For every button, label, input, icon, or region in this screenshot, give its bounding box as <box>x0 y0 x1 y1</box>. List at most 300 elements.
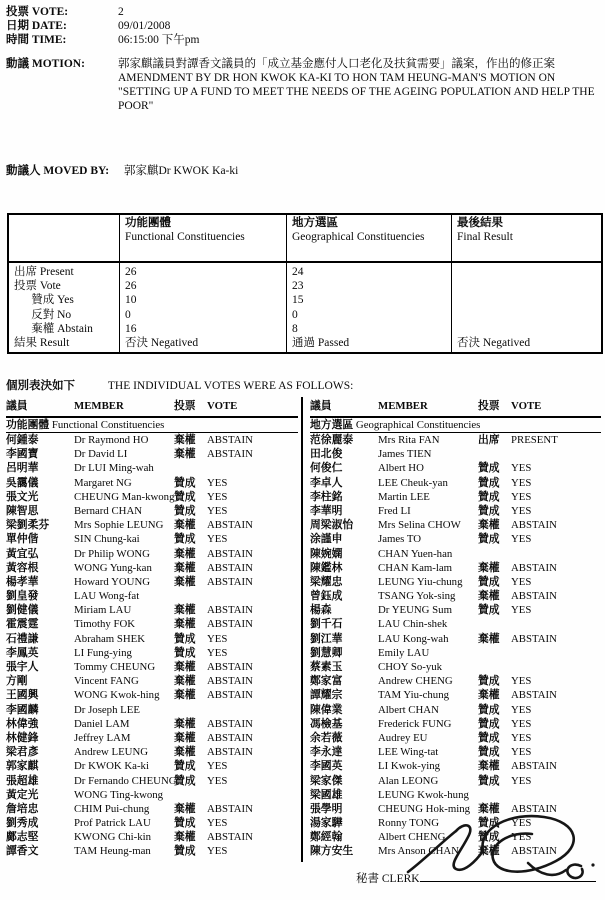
member-vote-en: ABSTAIN <box>207 618 253 631</box>
summary-row <box>9 293 601 307</box>
summary-final-value <box>451 322 601 336</box>
member-row <box>310 447 601 461</box>
member-row <box>6 603 298 617</box>
member-vote-en: ABSTAIN <box>511 802 557 815</box>
summary-row-label: 贊成 Yes <box>14 294 74 307</box>
member-row <box>310 532 601 546</box>
member-name-en: Abraham SHEK <box>74 632 146 645</box>
summary-header-row <box>9 215 601 263</box>
member-vote-zh: 棄權 <box>174 434 196 446</box>
member-row <box>6 745 298 759</box>
member-name-zh: 陳婉嫻 <box>310 547 343 560</box>
col-member-en: MEMBER <box>74 400 124 412</box>
member-name-zh: 霍震霆 <box>6 618 39 631</box>
member-name-en: Dr Joseph LEE <box>74 703 140 716</box>
member-vote-en: ABSTAIN <box>207 802 253 815</box>
member-vote-en: ABSTAIN <box>207 689 253 702</box>
member-name-en: Jeffrey LAM <box>74 731 131 744</box>
summary-header-geographical <box>286 215 451 261</box>
member-vote-en: ABSTAIN <box>511 590 557 603</box>
member-row <box>310 674 601 688</box>
member-vote-en: YES <box>511 604 532 617</box>
member-row <box>6 660 298 674</box>
member-vote-en: YES <box>207 632 228 645</box>
meta-block <box>6 5 600 47</box>
member-name-zh: 劉皇發 <box>6 590 39 603</box>
member-name-en: Martin LEE <box>378 490 430 503</box>
member-vote-en: YES <box>207 490 228 503</box>
member-name-zh: 李永達 <box>310 746 343 759</box>
member-vote-zh: 棄權 <box>174 547 196 560</box>
member-row <box>6 674 298 688</box>
member-vote-en: ABSTAIN <box>207 731 253 744</box>
member-row <box>310 703 601 717</box>
summary-final-value <box>451 279 601 293</box>
member-name-en: KWONG Chi-kin <box>74 831 152 844</box>
member-vote-zh <box>478 788 511 802</box>
motion-label: 動議 MOTION: <box>6 58 85 70</box>
summary-geographical-value: 0 <box>286 308 451 322</box>
member-vote-zh: 棄權 <box>478 689 500 702</box>
summary-table <box>7 213 603 354</box>
geographical-group-label <box>310 418 601 433</box>
member-row <box>6 816 298 830</box>
member-name-zh: 李華明 <box>310 504 343 517</box>
summary-functional-value: 26 <box>119 263 286 279</box>
member-vote-zh: 贊成 <box>478 675 500 688</box>
member-name-zh: 范徐麗泰 <box>310 434 354 446</box>
member-name-zh: 吳靄儀 <box>6 476 39 489</box>
member-row <box>310 660 601 674</box>
member-vote-en <box>207 788 298 802</box>
geographical-header-en: Geographical Constituencies <box>292 230 425 243</box>
member-vote-en: YES <box>207 760 228 773</box>
summary-final-value <box>451 293 601 307</box>
member-vote-zh: 贊成 <box>478 476 500 489</box>
summary-row-label: 棄權 Abstain <box>14 322 93 335</box>
member-row <box>6 688 298 702</box>
member-name-en: Dr Fernando CHEUNG <box>74 774 177 787</box>
member-name-zh: 郭家麒 <box>6 760 39 773</box>
functional-group-en: Functional Constituencies <box>51 419 165 431</box>
member-row <box>310 603 601 617</box>
member-vote-zh: 棄權 <box>478 802 500 815</box>
member-row <box>310 490 601 504</box>
member-name-en: LAU Chin-shek <box>378 618 448 631</box>
summary-row <box>9 308 601 322</box>
member-vote-zh <box>478 660 511 674</box>
member-vote-en: ABSTAIN <box>207 434 253 446</box>
member-name-zh: 劉健儀 <box>6 604 39 617</box>
member-row <box>310 476 601 490</box>
member-vote-zh: 贊成 <box>174 760 196 773</box>
member-row <box>310 461 601 475</box>
member-name-zh: 楊森 <box>310 604 332 617</box>
moved-by-row <box>6 164 600 178</box>
member-name-en: Tommy CHEUNG <box>74 661 156 673</box>
member-name-zh: 周梁淑怡 <box>310 519 354 532</box>
member-vote-en <box>207 589 298 603</box>
member-vote-zh: 出席 <box>478 434 500 446</box>
col-member-en: MEMBER <box>378 400 428 412</box>
member-name-zh: 梁君彥 <box>6 746 39 759</box>
member-vote-zh: 贊成 <box>174 504 196 517</box>
member-vote-en: YES <box>511 703 532 716</box>
member-name-en: Andrew CHENG <box>378 675 453 688</box>
member-vote-zh: 贊成 <box>174 533 196 546</box>
member-name-zh: 譚耀宗 <box>310 689 343 702</box>
geographical-header-zh: 地方選區 <box>292 217 338 229</box>
member-name-zh: 劉江華 <box>310 632 343 645</box>
member-vote-en: ABSTAIN <box>207 831 253 844</box>
member-name-zh: 李國麟 <box>6 703 39 716</box>
member-name-zh: 鄺志堅 <box>6 831 39 844</box>
member-vote-en: YES <box>511 504 532 517</box>
member-row <box>310 688 601 702</box>
clerk-line <box>356 869 596 886</box>
member-vote-en: YES <box>207 845 228 858</box>
summary-row <box>9 322 601 336</box>
member-name-en: LAU Wong-fat <box>74 590 140 603</box>
member-vote-zh <box>174 788 207 802</box>
summary-geographical-value: 通過 Passed <box>286 336 451 352</box>
summary-functional-value: 10 <box>119 293 286 307</box>
member-row <box>6 575 298 589</box>
member-row <box>6 774 298 788</box>
member-name-en: Andrew LEUNG <box>74 746 149 759</box>
member-vote-en: ABSTAIN <box>207 561 253 574</box>
member-name-en: Albert CHAN <box>378 703 439 716</box>
vote-number-value: 2 <box>118 6 124 18</box>
member-row <box>310 617 601 631</box>
member-vote-en: ABSTAIN <box>207 717 253 730</box>
member-row <box>6 703 298 717</box>
functional-group-label <box>6 418 298 433</box>
summary-functional-value: 26 <box>119 279 286 293</box>
member-vote-zh: 贊成 <box>174 476 196 489</box>
member-name-en: WONG Ting-kwong <box>74 788 164 801</box>
member-name-en: Mrs Sophie LEUNG <box>74 519 164 532</box>
summary-geographical-value: 24 <box>286 263 451 279</box>
member-row <box>310 745 601 759</box>
functional-column-header <box>6 397 298 418</box>
member-row <box>6 617 298 631</box>
member-name-en: LEE Cheuk-yan <box>378 476 448 489</box>
member-vote-zh: 贊成 <box>174 774 196 787</box>
member-name-en: TAM Heung-man <box>74 845 151 858</box>
member-vote-en <box>207 461 298 475</box>
clerk-signature-line <box>420 869 596 882</box>
member-name-zh: 陳智思 <box>6 504 39 517</box>
member-vote-en: ABSTAIN <box>511 845 557 858</box>
member-row <box>6 844 298 858</box>
member-vote-en <box>207 703 298 717</box>
member-vote-en: ABSTAIN <box>511 561 557 574</box>
member-name-en: TAM Yiu-chung <box>378 689 450 702</box>
member-vote-zh: 棄權 <box>174 802 196 815</box>
member-row <box>6 447 298 461</box>
member-vote-zh: 棄權 <box>174 561 196 574</box>
summary-header-blank <box>9 215 119 261</box>
summary-functional-value: 16 <box>119 322 286 336</box>
member-vote-en: YES <box>207 476 228 489</box>
member-name-en: Dr Philip WONG <box>74 547 150 560</box>
member-name-en: Timothy FOK <box>74 618 136 631</box>
member-row <box>6 532 298 546</box>
member-vote-en: PRESENT <box>511 434 558 446</box>
member-row <box>6 731 298 745</box>
member-vote-zh: 棄權 <box>174 604 196 617</box>
member-vote-en: YES <box>511 831 532 844</box>
member-name-zh: 呂明華 <box>6 462 39 475</box>
member-name-zh: 余若薇 <box>310 731 343 744</box>
member-name-zh: 詹培忠 <box>6 802 39 815</box>
member-row <box>310 774 601 788</box>
member-name-en: LEE Wing-tat <box>378 746 439 759</box>
summary-geographical-value: 8 <box>286 322 451 336</box>
member-vote-zh: 棄權 <box>174 448 196 461</box>
summary-functional-value: 0 <box>119 308 286 322</box>
member-name-zh: 方剛 <box>6 675 28 688</box>
member-name-zh: 梁耀忠 <box>310 575 343 588</box>
member-name-zh: 梁家傑 <box>310 774 343 787</box>
member-vote-zh: 贊成 <box>174 817 196 830</box>
member-name-en: Alan LEONG <box>378 774 439 787</box>
member-row <box>6 518 298 532</box>
member-name-zh: 陳鑑林 <box>310 561 343 574</box>
member-name-zh: 李國英 <box>310 760 343 773</box>
member-vote-en: YES <box>207 774 228 787</box>
member-name-zh: 黃定光 <box>6 788 39 801</box>
member-row <box>6 561 298 575</box>
summary-row-label: 結果 Result <box>14 337 70 350</box>
member-name-en: James TO <box>378 533 422 546</box>
member-vote-en: YES <box>511 746 532 759</box>
member-vote-en: YES <box>207 817 228 830</box>
member-name-en: CHOY So-yuk <box>378 661 443 673</box>
member-vote-en: YES <box>207 504 228 517</box>
col-vote-zh: 投票 <box>174 400 196 412</box>
member-name-zh: 劉千石 <box>310 618 343 631</box>
time-value: 06:15:00 下午pm <box>118 34 200 46</box>
summary-header-final <box>451 215 601 261</box>
member-row <box>6 589 298 603</box>
col-member-zh: 議員 <box>6 400 28 412</box>
member-vote-en: ABSTAIN <box>511 632 557 645</box>
member-name-en: Emily LAU <box>378 646 430 659</box>
individual-heading-en: THE INDIVIDUAL VOTES WERE AS FOLLOWS: <box>107 380 354 392</box>
member-row <box>6 461 298 475</box>
member-name-zh: 馮檢基 <box>310 717 343 730</box>
member-name-en: Audrey EU <box>378 731 428 744</box>
member-vote-zh: 贊成 <box>478 533 500 546</box>
member-vote-zh: 贊成 <box>478 490 500 503</box>
member-vote-zh: 贊成 <box>478 462 500 475</box>
clerk-label: 秘書 CLERK <box>356 873 420 885</box>
member-vote-zh: 贊成 <box>478 831 500 844</box>
member-name-en: Dr Raymond HO <box>74 434 149 446</box>
member-vote-en: ABSTAIN <box>511 760 557 773</box>
member-vote-zh: 贊成 <box>478 731 500 744</box>
col-vote-zh: 投票 <box>478 400 500 412</box>
member-name-en: Frederick FUNG <box>378 717 452 730</box>
member-name-en: Mrs Rita FAN <box>378 434 440 446</box>
summary-functional-value: 否決 Negatived <box>119 336 286 352</box>
member-name-en: CHIM Pui-chung <box>74 802 150 815</box>
motion-text-english: AMENDMENT BY DR HON KWOK KA-KI TO HON TAM HEUNG-MAN'S MOTION ON "SETTING UP A FUND TO MEET THE NEEDS OF THE AGEING POPULATION AND HELP THE POOR" <box>118 72 595 112</box>
member-row <box>310 561 601 575</box>
member-name-zh: 李國寶 <box>6 448 39 461</box>
member-name-en: SIN Chung-kai <box>74 533 140 546</box>
member-vote-zh: 棄權 <box>174 675 196 688</box>
member-vote-en: ABSTAIN <box>207 448 253 461</box>
member-name-zh: 張超雄 <box>6 774 39 787</box>
motion-row <box>6 57 600 113</box>
member-name-zh: 譚香文 <box>6 845 39 858</box>
vote-number-row <box>6 5 600 19</box>
member-vote-en: YES <box>511 774 532 787</box>
member-name-en: Dr David LI <box>74 448 128 461</box>
member-name-en: Margaret NG <box>74 476 132 489</box>
member-row <box>310 731 601 745</box>
member-vote-zh <box>478 547 511 561</box>
member-vote-en: YES <box>511 817 532 830</box>
member-name-zh: 曾鈺成 <box>310 590 343 603</box>
member-name-zh: 張學明 <box>310 802 343 815</box>
member-name-en: LEUNG Kwok-hung <box>378 788 469 801</box>
individual-heading-zh: 個別表決如下 <box>6 380 75 392</box>
geographical-column-header <box>310 397 601 418</box>
date-row <box>6 19 600 33</box>
member-vote-en <box>511 788 601 802</box>
member-name-en: Prof Patrick LAU <box>74 817 151 830</box>
member-row <box>310 717 601 731</box>
member-row <box>310 433 601 447</box>
member-vote-en: YES <box>511 533 532 546</box>
member-vote-zh: 贊成 <box>478 504 500 517</box>
member-vote-zh: 棄權 <box>478 760 500 773</box>
date-value: 09/01/2008 <box>118 20 171 32</box>
moved-by-label: 動議人 MOVED BY: <box>6 165 110 177</box>
member-name-zh: 張宇人 <box>6 661 39 673</box>
member-vote-en: YES <box>511 717 532 730</box>
member-name-en: Ronny TONG <box>378 817 440 830</box>
time-row <box>6 33 600 47</box>
member-row <box>6 717 298 731</box>
member-name-zh: 陳偉業 <box>310 703 343 716</box>
member-vote-en: ABSTAIN <box>207 746 253 759</box>
geographical-group-zh: 地方選區 <box>310 419 354 431</box>
member-vote-zh: 棄權 <box>478 845 500 858</box>
member-vote-zh: 棄權 <box>478 590 500 603</box>
member-row <box>310 575 601 589</box>
member-vote-en <box>511 660 601 674</box>
member-vote-zh: 贊成 <box>478 817 500 830</box>
member-vote-zh: 棄權 <box>478 561 500 574</box>
member-vote-zh <box>478 617 511 631</box>
member-name-en: Bernard CHAN <box>74 504 143 517</box>
summary-row-label: 反對 No <box>14 308 72 321</box>
member-name-zh: 李卓人 <box>310 476 343 489</box>
summary-geographical-value: 15 <box>286 293 451 307</box>
member-name-en: James TIEN <box>378 448 432 461</box>
summary-row-label: 出席 Present <box>14 266 74 278</box>
member-row <box>310 788 601 802</box>
member-row <box>6 433 298 447</box>
member-vote-zh <box>174 589 207 603</box>
geographical-group-en: Geographical Constituencies <box>355 419 481 431</box>
member-vote-en: YES <box>511 462 532 475</box>
member-name-en: LAU Kong-wah <box>378 632 449 645</box>
member-row <box>6 802 298 816</box>
col-vote-en: VOTE <box>207 400 238 412</box>
member-vote-zh <box>174 461 207 475</box>
member-name-zh: 張文光 <box>6 490 39 503</box>
member-vote-zh: 棄權 <box>174 731 196 744</box>
member-vote-en: YES <box>511 731 532 744</box>
member-vote-en: YES <box>511 575 532 588</box>
member-vote-zh: 棄權 <box>174 661 196 673</box>
moved-by-value: 郭家麒Dr KWOK Ka-ki <box>124 165 239 177</box>
member-name-en: Daniel LAM <box>74 717 130 730</box>
member-name-en: Miriam LAU <box>74 604 132 617</box>
time-label: 時間 TIME: <box>6 34 67 46</box>
member-name-zh: 湯家驊 <box>310 817 343 830</box>
summary-body <box>9 263 601 352</box>
member-name-en: LI Fung-ying <box>74 646 132 659</box>
individual-votes-heading <box>6 379 600 393</box>
member-vote-en: ABSTAIN <box>207 675 253 688</box>
member-name-en: CHEUNG Man-kwong <box>74 490 175 503</box>
member-vote-zh <box>478 447 511 461</box>
member-vote-zh: 贊成 <box>478 774 500 787</box>
member-name-zh: 黃容根 <box>6 561 39 574</box>
member-vote-en <box>511 547 601 561</box>
final-header-zh: 最後結果 <box>457 217 503 229</box>
functional-header-en: Functional Constituencies <box>125 230 245 243</box>
member-name-zh: 王國興 <box>6 689 39 702</box>
member-name-zh: 單仲偕 <box>6 533 39 546</box>
member-name-zh: 李鳳英 <box>6 646 39 659</box>
member-vote-zh: 棄權 <box>174 717 196 730</box>
member-row <box>310 504 601 518</box>
member-row <box>310 646 601 660</box>
member-name-en: Albert HO <box>378 462 424 475</box>
member-vote-en: ABSTAIN <box>207 604 253 617</box>
member-vote-en: YES <box>511 675 532 688</box>
member-name-zh: 劉慧卿 <box>310 646 343 659</box>
member-name-en: Mrs Selina CHOW <box>378 519 461 532</box>
member-row <box>310 547 601 561</box>
member-vote-zh: 棄權 <box>174 575 196 588</box>
geographical-member-rows <box>310 433 601 859</box>
summary-row <box>9 279 601 293</box>
summary-header-functional <box>119 215 286 261</box>
member-vote-en: ABSTAIN <box>207 575 253 588</box>
member-vote-zh: 棄權 <box>478 632 500 645</box>
member-name-en: Fred LI <box>378 504 411 517</box>
member-vote-zh: 贊成 <box>478 717 500 730</box>
geographical-column <box>301 397 601 862</box>
member-vote-zh <box>174 703 207 717</box>
summary-row-label: 投票 Vote <box>14 280 61 293</box>
functional-member-rows <box>6 433 298 859</box>
member-name-zh: 林健鋒 <box>6 731 39 744</box>
member-name-zh: 鄭家富 <box>310 675 343 688</box>
member-vote-zh: 贊成 <box>174 646 196 659</box>
vote-number-label: 投票 VOTE: <box>6 6 69 18</box>
member-name-en: Dr YEUNG Sum <box>378 604 452 617</box>
